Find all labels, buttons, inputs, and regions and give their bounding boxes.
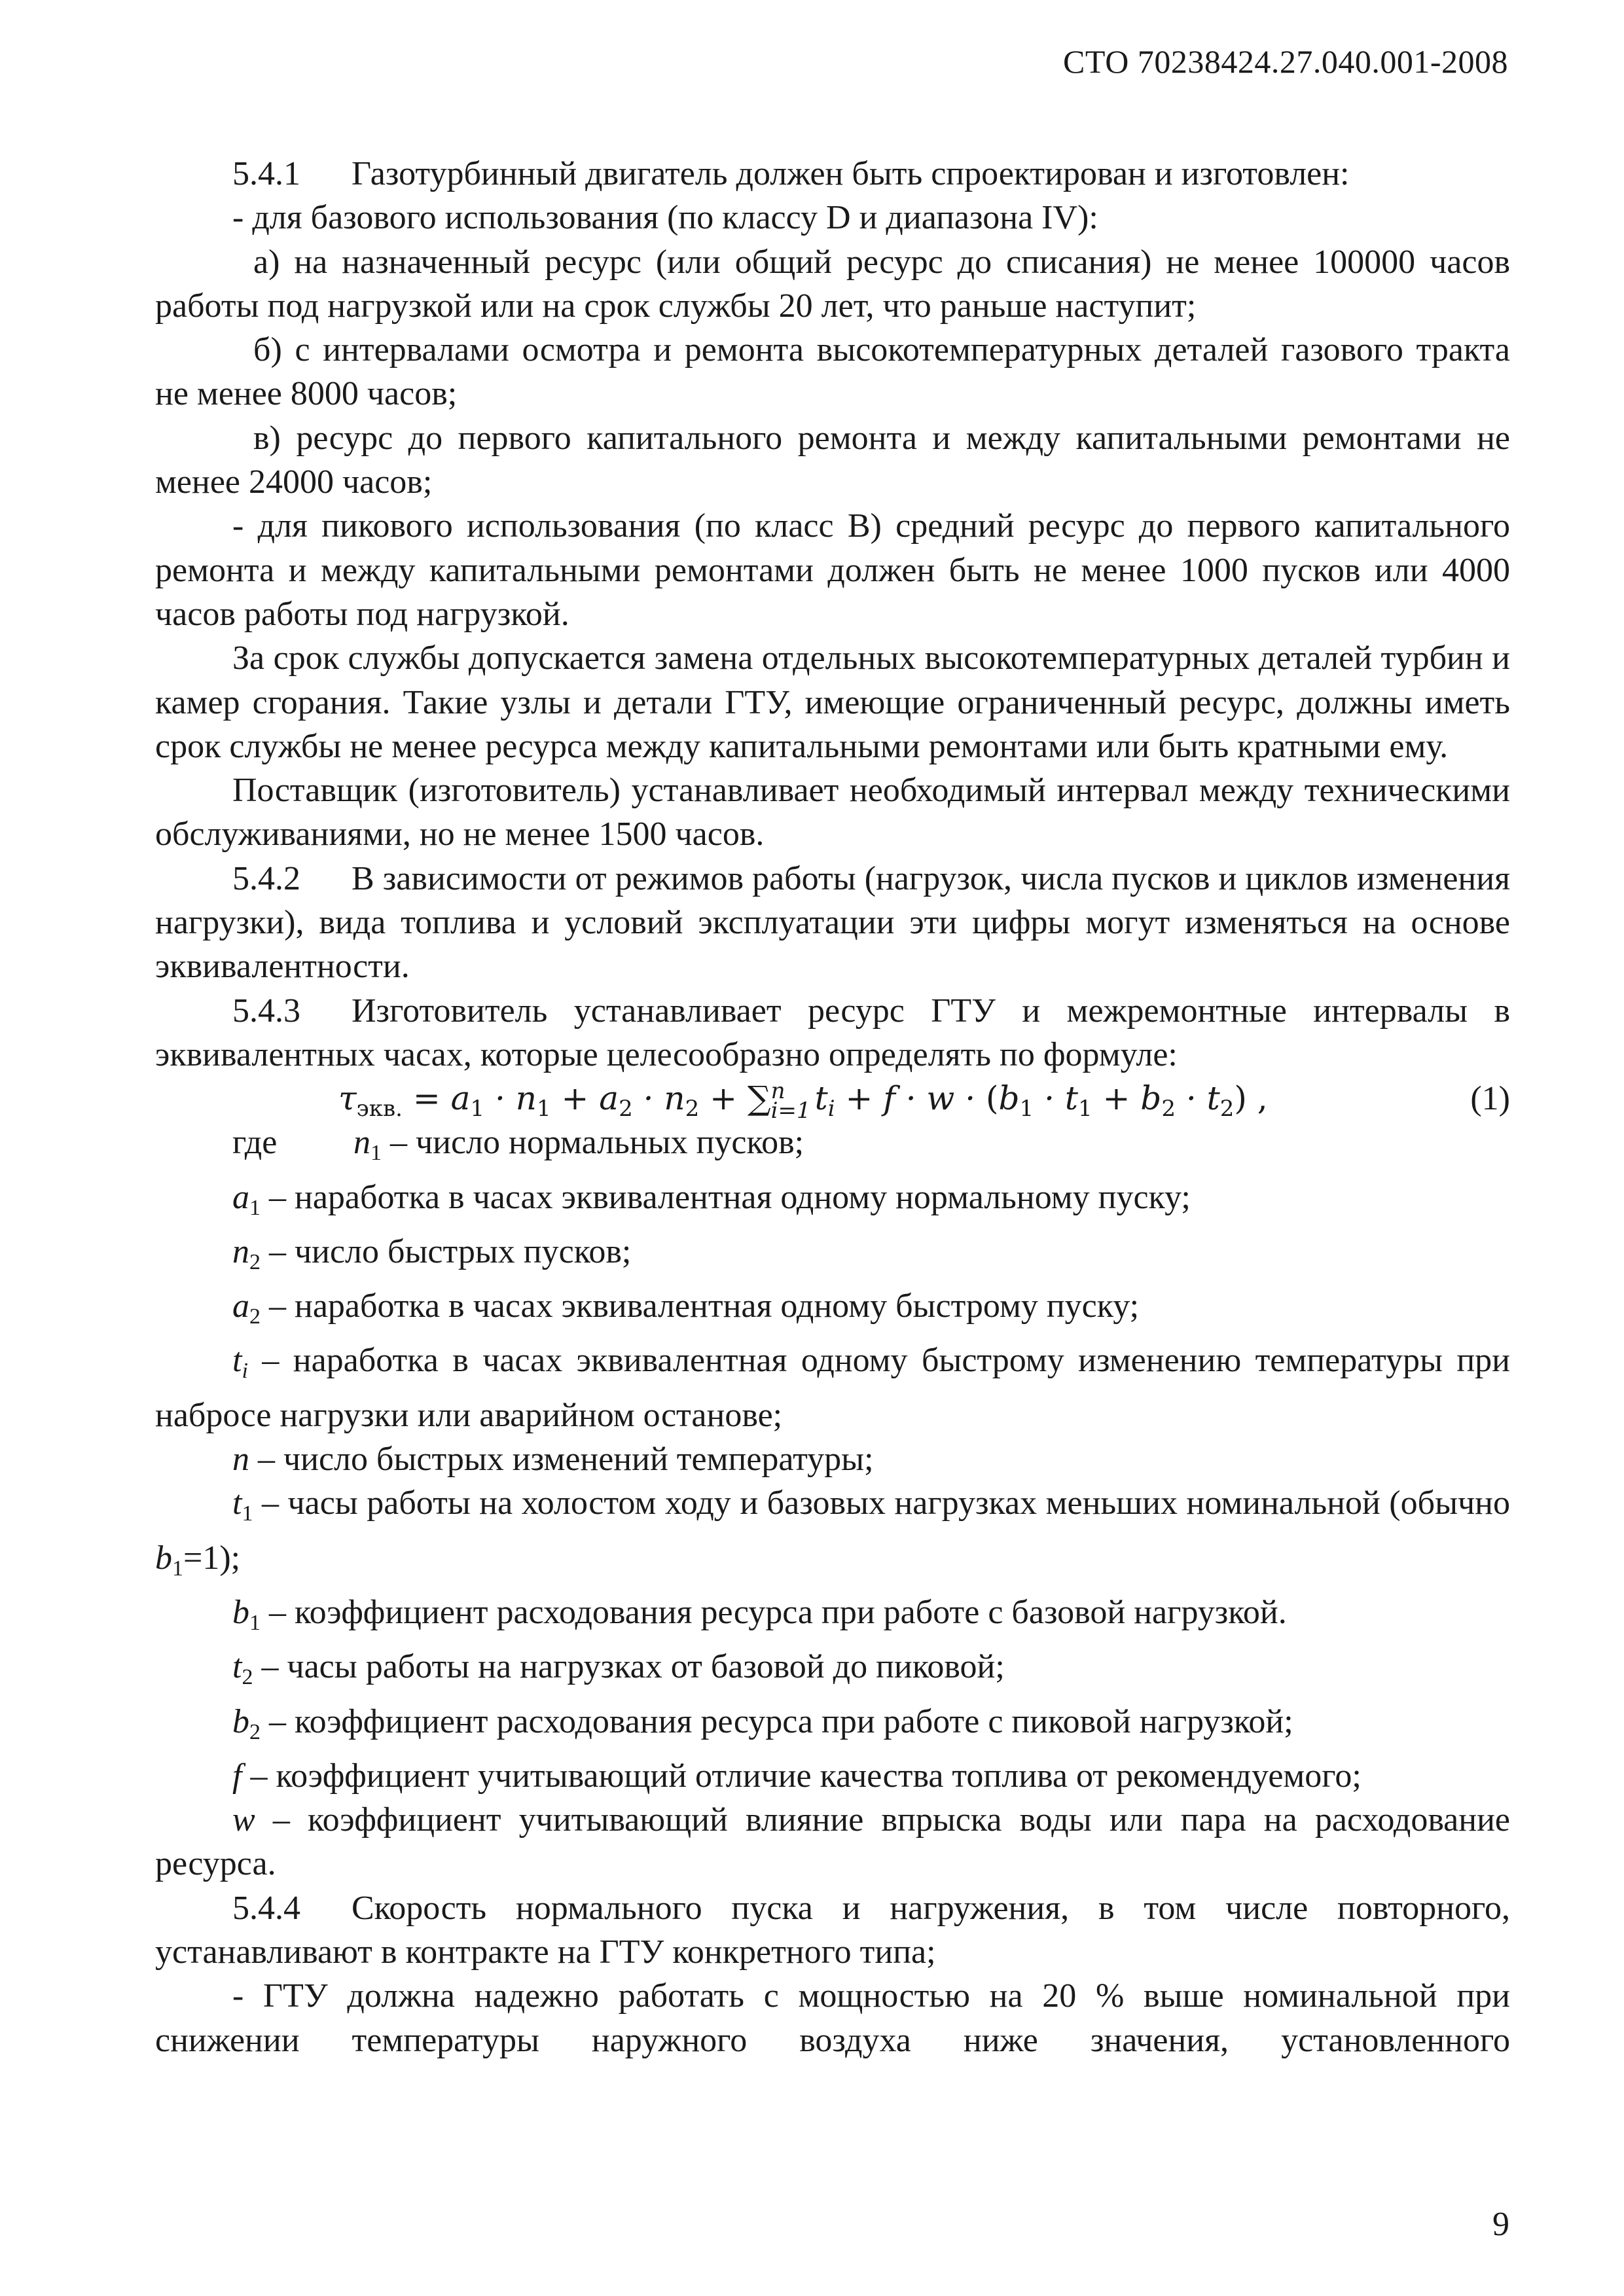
- formula-sub: 2: [619, 1096, 633, 1122]
- formula-sub: 1: [470, 1096, 485, 1122]
- gtu-power-item: - ГТУ должна надежно работать с мощностью на 20 % выше номинальной при снижении температуры наружного воздуха ниже значения, установленного: [155, 1977, 1510, 2059]
- symbol: f: [232, 1757, 242, 1795]
- formula-plus: +: [699, 1079, 748, 1118]
- supplier-paragraph: Поставщик (изготовитель) устанавливает необходимый интервал между техническими обслуживаниями, но не менее 1500 часов.: [155, 772, 1510, 853]
- formula-equals: =: [402, 1079, 451, 1118]
- definition-text: =1);: [183, 1539, 241, 1577]
- formula-sub: 1: [1077, 1096, 1092, 1122]
- formula-b2: b: [1140, 1079, 1162, 1118]
- list-item-a: а) на назначенный ресурс (или общий ресурс до списания) не менее 100000 часов работы под нагрузкой или на срок службы 20 лет, что раньше наступит;: [155, 243, 1510, 325]
- formula-expression: [338, 1077, 1268, 1131]
- formula-sum-sup: n: [770, 1078, 785, 1105]
- formula-ti: t: [814, 1079, 828, 1118]
- formula-dot: ·: [895, 1079, 927, 1118]
- list-item-v: в) ресурс до первого капитального ремонта и между капитальными ремонтами не менее 24000 часов;: [155, 419, 1510, 501]
- formula-t2: t: [1206, 1079, 1220, 1118]
- symbol: b: [232, 1702, 249, 1740]
- clause-5-4-2: [155, 857, 1510, 989]
- formula-sub: 2: [1219, 1096, 1235, 1122]
- definition-text: – наработка в часах эквивалентная одному быстрому изменению температуры при набросе нагрузки или аварийном останове;: [155, 1342, 1510, 1434]
- def-b1: [155, 1590, 1510, 1645]
- symbol: t: [232, 1484, 242, 1522]
- def-f: [155, 1754, 1510, 1798]
- formula-sum-sub: i=1: [770, 1098, 811, 1124]
- formula-b1: b: [998, 1079, 1020, 1118]
- symbol: t: [232, 1648, 242, 1686]
- formula-plus: +: [550, 1079, 600, 1118]
- symbol: b: [232, 1593, 249, 1631]
- def-t2: [155, 1645, 1510, 1699]
- symbol: a: [232, 1287, 249, 1325]
- definition-text: – коэффициент учитывающий отличие качества топлива от рекомендуемого;: [242, 1757, 1362, 1795]
- service-life-paragraph: За срок службы допускается замена отдельных высокотемпературных деталей турбин и камер сгорания. Такие узлы и детали ГТУ, имеющие ограниченный ресурс, должны иметь срок службы не менее ресурса между капитальными ремонтами или быть кратными ему.: [155, 639, 1510, 765]
- symbol: n: [232, 1441, 249, 1479]
- symbol: w: [232, 1801, 255, 1839]
- formula-sum: ∑: [747, 1079, 771, 1118]
- symbol: t: [232, 1342, 242, 1380]
- formula-plus: +: [1092, 1079, 1141, 1118]
- formula-a2: a: [599, 1079, 619, 1118]
- def-t1: [155, 1481, 1510, 1590]
- definition-text: – коэффициент расходования ресурса при работе с базовой нагрузкой.: [261, 1593, 1287, 1631]
- symbol: n: [232, 1232, 249, 1270]
- document-body: [155, 152, 1510, 2062]
- formula-sub: 2: [685, 1096, 700, 1122]
- def-a1: [155, 1175, 1510, 1230]
- list-item-b: б) с интервалами осмотра и ремонта высокотемпературных деталей газового тракта не менее 8000 часов;: [155, 331, 1510, 413]
- definition-text: – число нормальных пусков;: [382, 1124, 804, 1162]
- formula-w: w: [926, 1079, 955, 1118]
- formula-n2: n: [664, 1079, 685, 1118]
- formula-tau-sub: экв.: [356, 1096, 403, 1122]
- equation-number: (1): [1470, 1080, 1510, 1118]
- formula-dot: ·: [632, 1079, 664, 1118]
- clause-number: 5.4.4: [232, 1889, 300, 1927]
- page-number: 9: [1492, 2206, 1509, 2243]
- formula-n1: n: [515, 1079, 537, 1118]
- formula-dot: ·: [1175, 1079, 1207, 1118]
- symbol-sub: 2: [249, 1249, 261, 1274]
- symbol: n: [353, 1124, 370, 1162]
- definition-text: – наработка в часах эквивалентная одному нормальному пуску;: [261, 1178, 1191, 1216]
- symbol-sub: 1: [249, 1195, 261, 1220]
- symbol-sub: 1: [172, 1556, 183, 1581]
- formula-sub: 1: [536, 1096, 551, 1122]
- definition-text: – наработка в часах эквивалентная одному быстрому пуску;: [261, 1287, 1140, 1325]
- formula-f: f: [883, 1079, 895, 1118]
- def-a2: [155, 1284, 1510, 1338]
- formula-equivalent-hours: [155, 1077, 1510, 1124]
- definition-text: – число быстрых пусков;: [261, 1232, 632, 1270]
- clause-text: Скорость нормального пуска и нагружения, в том числе повторного, устанавливают в контракте на ГТУ конкретного типа;: [155, 1889, 1510, 1971]
- symbol-sub: 2: [242, 1665, 253, 1690]
- def-w: [155, 1798, 1510, 1886]
- symbol: a: [232, 1178, 249, 1216]
- formula-lparen: (: [986, 1079, 999, 1118]
- clause-text: Газотурбинный двигатель должен быть спроектирован и изготовлен:: [352, 155, 1350, 192]
- formula-dot: ·: [954, 1079, 986, 1118]
- symbol-sub: 1: [370, 1141, 382, 1166]
- clause-5-4-4: [155, 1886, 1510, 1975]
- def-n2: [155, 1230, 1510, 1284]
- clause-text: Изготовитель устанавливает ресурс ГТУ и межремонтные интервалы в эквивалентных часах, которые целесообразно определять по формуле:: [155, 992, 1510, 1073]
- clause-text: В зависимости от режимов работы (нагрузок, числа пусков и циклов изменения нагрузки), вида топлива и условий эксплуатации эти цифры могут изменяться на основе эквивалентности.: [155, 859, 1510, 986]
- formula-tau: τ: [338, 1079, 357, 1118]
- definition-text: – коэффициент расходования ресурса при работе с пиковой нагрузкой;: [261, 1702, 1293, 1740]
- symbol-sub: 2: [249, 1304, 261, 1329]
- clause-number: 5.4.2: [232, 859, 300, 897]
- symbol-sub: i: [242, 1359, 248, 1384]
- definition-text: – часы работы на нагрузках от базовой до пиковой;: [253, 1648, 1005, 1686]
- formula-dot: ·: [484, 1079, 516, 1118]
- formula-t1: t: [1064, 1079, 1078, 1118]
- symbol: b: [155, 1539, 172, 1577]
- symbol-sub: 2: [249, 1719, 261, 1744]
- formula-sub: i: [827, 1096, 835, 1122]
- where-label: где: [232, 1124, 278, 1162]
- symbol-sub: 1: [242, 1501, 253, 1526]
- formula-plus: +: [835, 1079, 884, 1118]
- definition-text: – коэффициент учитывающий влияние впрыска воды или пара на расходование ресурса.: [155, 1801, 1510, 1883]
- formula-sub: 1: [1019, 1096, 1034, 1122]
- definition-text: – число быстрых изменений температуры;: [249, 1441, 874, 1479]
- formula-tail: ,: [1246, 1079, 1268, 1118]
- peak-use-item: - для пикового использования (по класс В) средний ресурс до первого капитального ремонта и между капитальными ремонтами должен быть не менее 1000 пусков или 4000 часов работы под нагрузкой.: [155, 507, 1510, 633]
- clause-5-4-1: [155, 152, 1510, 196]
- formula-sub: 2: [1161, 1096, 1176, 1122]
- def-ti: [155, 1338, 1510, 1437]
- symbol-sub: 1: [249, 1610, 261, 1635]
- clause-5-4-3: [155, 989, 1510, 1077]
- formula-a1: a: [450, 1079, 471, 1118]
- definition-text: – часы работы на холостом ходу и базовых нагрузках меньших номинальной (обычно: [253, 1484, 1510, 1522]
- document-code-header: СТО 70238424.27.040.001-2008: [1063, 43, 1508, 80]
- clause-number: 5.4.1: [232, 155, 300, 192]
- clause-number: 5.4.3: [232, 992, 300, 1030]
- def-n: [155, 1437, 1510, 1481]
- base-use-item: - для базового использования (по классу D и диапазона IV):: [232, 199, 1098, 237]
- formula-dot: ·: [1034, 1079, 1065, 1118]
- formula-rparen: ): [1234, 1079, 1247, 1118]
- def-b2: [155, 1700, 1510, 1754]
